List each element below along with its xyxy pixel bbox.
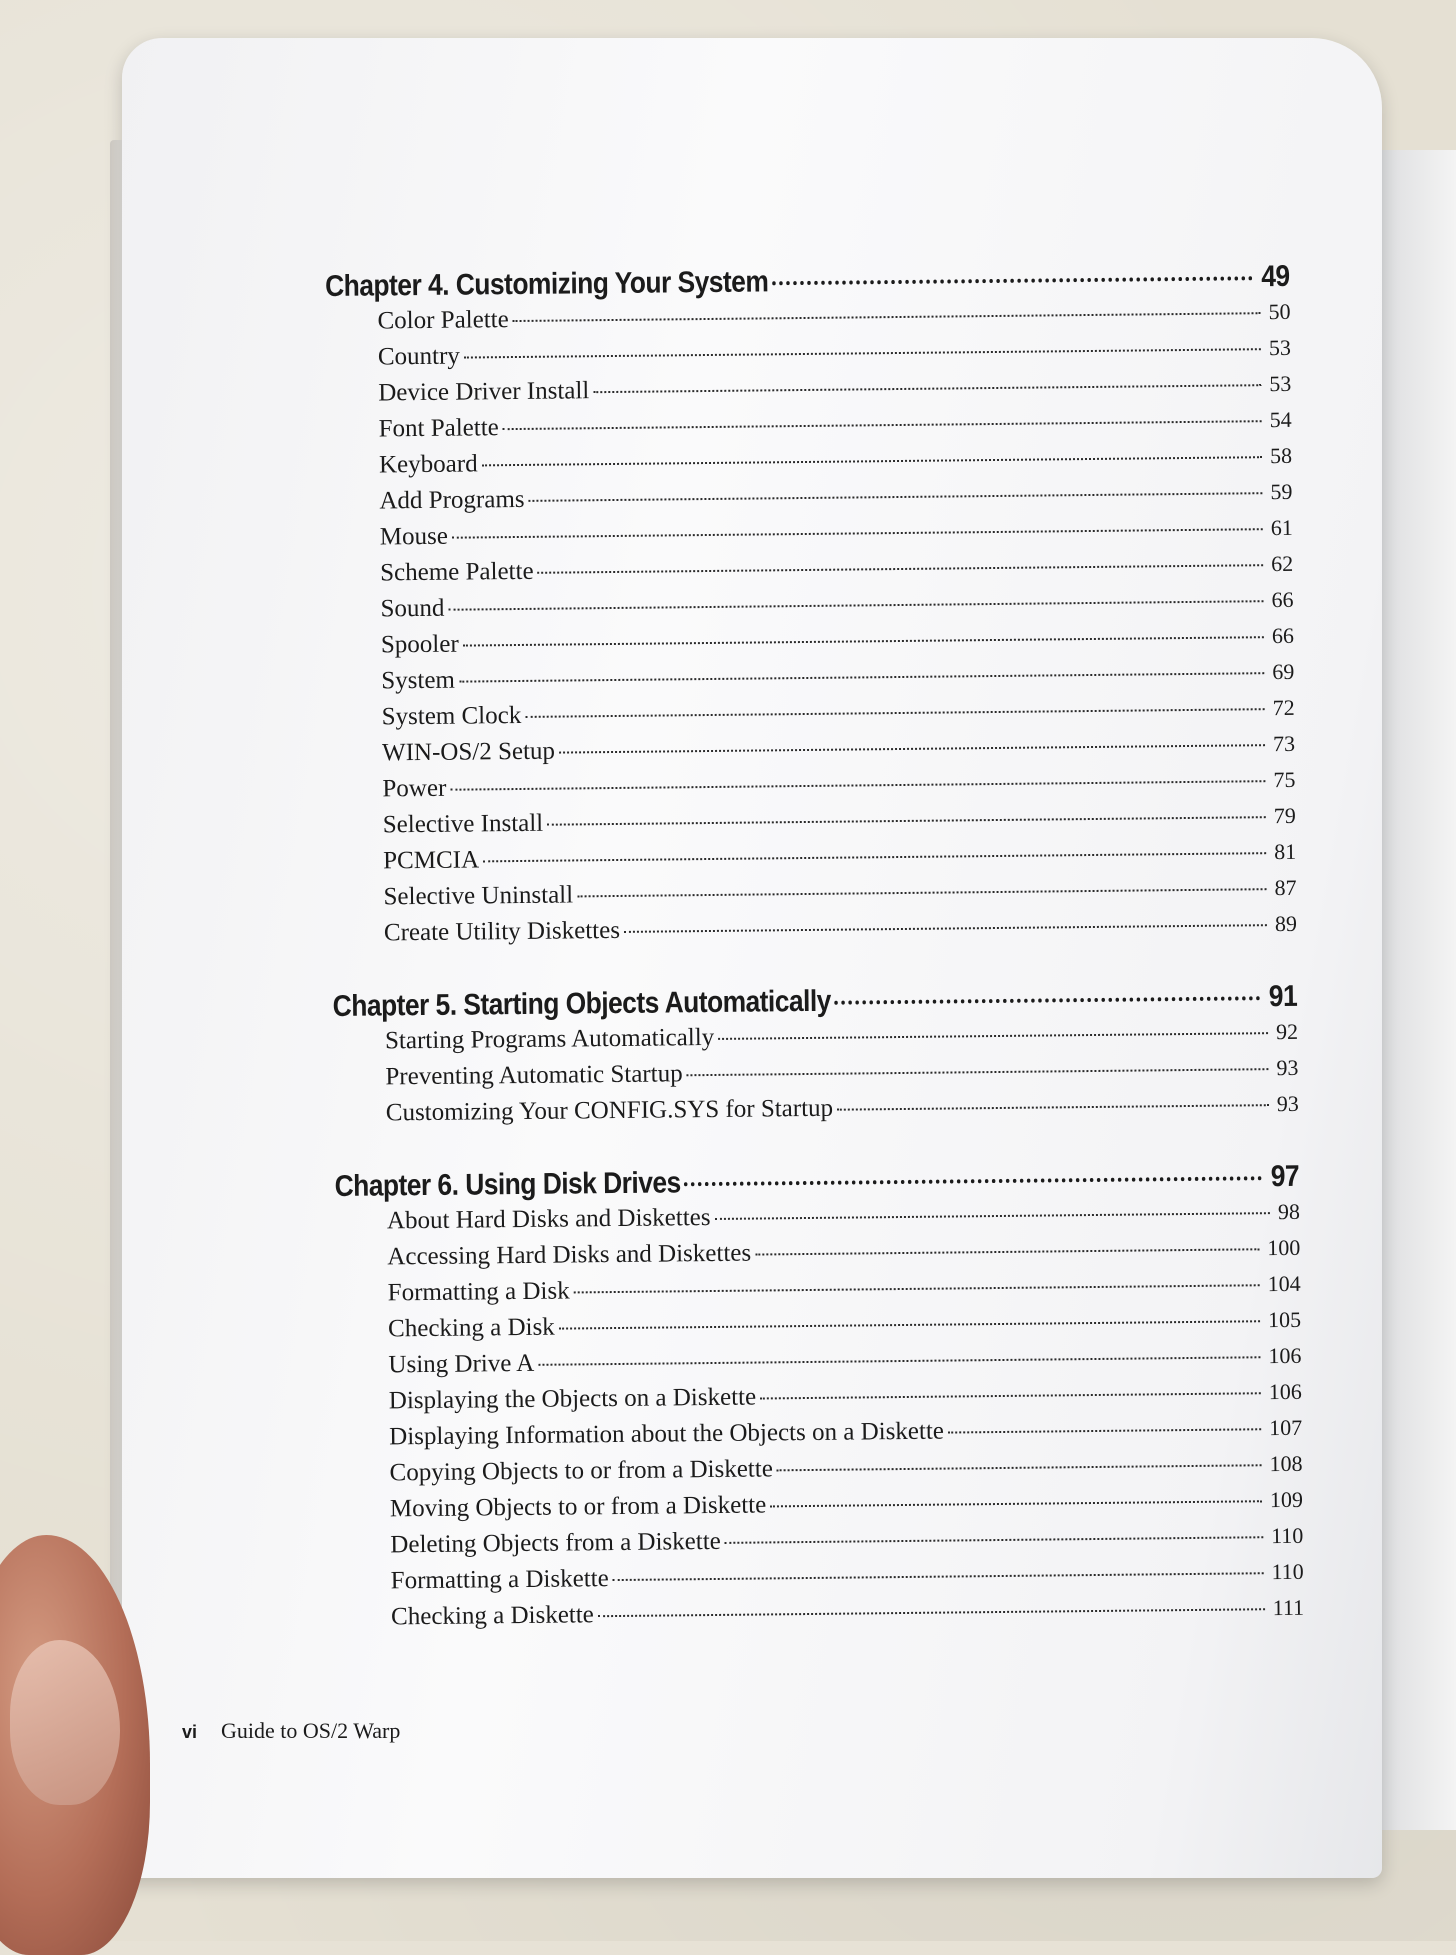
entry-title: Country bbox=[377, 342, 461, 371]
footer-page-number: vi bbox=[182, 1722, 198, 1742]
dot-leader bbox=[593, 384, 1261, 393]
dot-leader bbox=[483, 852, 1266, 862]
entry-page-number: 104 bbox=[1267, 1270, 1301, 1297]
dot-leader bbox=[837, 1104, 1269, 1111]
entry-page-number: 66 bbox=[1271, 622, 1295, 649]
dot-leader bbox=[598, 1608, 1265, 1617]
entry-title: System bbox=[381, 666, 456, 695]
chapter-page-number: 49 bbox=[1261, 259, 1290, 294]
entry-page-number: 93 bbox=[1276, 1054, 1299, 1081]
entry-title: Selective Uninstall bbox=[383, 881, 574, 911]
entry-page-number: 89 bbox=[1274, 910, 1298, 937]
dot-leader bbox=[559, 744, 1265, 753]
entry-page-number: 110 bbox=[1270, 1522, 1304, 1549]
chapter-6 bbox=[334, 1160, 1304, 1640]
dot-leader bbox=[574, 1284, 1260, 1293]
dot-leader bbox=[503, 420, 1262, 430]
chapter-title: Chapter 4. Customizing Your System bbox=[325, 265, 769, 303]
chapter-page-number: 91 bbox=[1268, 979, 1298, 1014]
entry-page-number: 106 bbox=[1268, 1378, 1302, 1405]
entry-title: Scheme Palette bbox=[380, 557, 534, 587]
entry-title: Spooler bbox=[380, 630, 459, 659]
table-of-contents bbox=[325, 260, 1305, 1674]
dot-leader bbox=[770, 1500, 1262, 1507]
entry-page-number: 87 bbox=[1274, 874, 1297, 901]
entry-page-number: 105 bbox=[1267, 1306, 1302, 1333]
entry-page-number: 66 bbox=[1271, 586, 1294, 613]
dot-leader bbox=[538, 564, 1264, 574]
entry-page-number: 79 bbox=[1273, 802, 1296, 829]
dot-leader bbox=[725, 1536, 1263, 1544]
chapter-title: Chapter 6. Using Disk Drives bbox=[334, 1166, 681, 1203]
entry-page-number: 73 bbox=[1272, 730, 1296, 757]
dot-leader bbox=[525, 708, 1264, 718]
chapter-5 bbox=[333, 980, 1299, 1136]
entry-title: Accessing Hard Disks and Diskettes bbox=[387, 1239, 752, 1271]
entry-title: Sound bbox=[380, 594, 445, 623]
entry-page-number: 69 bbox=[1272, 658, 1295, 685]
entry-title: System Clock bbox=[381, 701, 522, 731]
entry-title: Font Palette bbox=[378, 414, 499, 443]
dot-leader bbox=[529, 492, 1263, 502]
entry-page-number: 100 bbox=[1267, 1234, 1301, 1261]
entry-page-number: 109 bbox=[1269, 1486, 1304, 1513]
entry-title: Formatting a Disk bbox=[387, 1277, 570, 1307]
dot-leader bbox=[452, 528, 1263, 538]
dot-leader bbox=[450, 780, 1265, 791]
entry-title: Selective Install bbox=[382, 809, 544, 839]
entry-title: Copying Objects to or from a Diskette bbox=[389, 1455, 773, 1487]
entry-page-number: 106 bbox=[1268, 1342, 1302, 1369]
dot-leader bbox=[577, 888, 1266, 897]
entry-page-number: 59 bbox=[1270, 478, 1293, 505]
dot-leader bbox=[755, 1248, 1259, 1255]
entry-title: Formatting a Diskette bbox=[390, 1565, 609, 1595]
entry-page-number: 107 bbox=[1269, 1414, 1303, 1441]
entry-page-number: 110 bbox=[1271, 1558, 1304, 1585]
entry-title: PCMCIA bbox=[383, 846, 480, 875]
footer-book-title: Guide to OS/2 Warp bbox=[221, 1718, 401, 1743]
entry-page-number: 53 bbox=[1268, 334, 1291, 361]
dot-leader bbox=[772, 276, 1253, 285]
entry-title: Checking a Disk bbox=[387, 1313, 555, 1343]
entry-title: Deleting Objects from a Diskette bbox=[390, 1527, 721, 1559]
entry-page-number: 81 bbox=[1274, 838, 1297, 865]
entry-title: Displaying Information about the Objects on a Diskette bbox=[389, 1417, 945, 1451]
dot-leader bbox=[459, 672, 1264, 682]
entry-page-number: 92 bbox=[1275, 1018, 1299, 1045]
entry-title: Preventing Automatic Startup bbox=[385, 1060, 683, 1091]
entry-title: Starting Programs Automatically bbox=[384, 1023, 715, 1055]
dot-leader bbox=[547, 816, 1266, 826]
dot-leader bbox=[624, 924, 1267, 933]
entry-title: Device Driver Install bbox=[378, 377, 590, 407]
dot-leader bbox=[948, 1428, 1261, 1433]
entry-page-number: 58 bbox=[1269, 442, 1293, 469]
entry-page-number: 61 bbox=[1270, 514, 1293, 541]
entry-title: Color Palette bbox=[377, 306, 509, 335]
dot-leader bbox=[482, 456, 1262, 466]
entry-page-number: 108 bbox=[1269, 1450, 1303, 1477]
dot-leader bbox=[715, 1212, 1270, 1220]
dot-leader bbox=[513, 312, 1261, 322]
dot-leader bbox=[718, 1032, 1268, 1040]
entry-title: WIN-OS/2 Setup bbox=[381, 737, 556, 767]
entry-title: Mouse bbox=[379, 522, 448, 551]
dot-leader bbox=[684, 1176, 1262, 1186]
dot-leader bbox=[687, 1068, 1269, 1076]
dot-leader bbox=[834, 996, 1260, 1004]
entry-title: Checking a Diskette bbox=[390, 1601, 594, 1631]
entry-title: Power bbox=[382, 774, 447, 803]
dot-leader bbox=[448, 600, 1263, 611]
entry-page-number: 72 bbox=[1272, 694, 1295, 721]
dot-leader bbox=[613, 1572, 1264, 1581]
dot-leader bbox=[777, 1464, 1262, 1471]
dot-leader bbox=[463, 636, 1264, 646]
entry-title: Create Utility Diskettes bbox=[383, 916, 621, 947]
entry-title: Customizing Your CONFIG.SYS for Startup bbox=[385, 1094, 834, 1127]
chapter-4 bbox=[325, 260, 1297, 956]
entry-title: About Hard Disks and Diskettes bbox=[386, 1204, 711, 1235]
entry-title: Displaying the Objects on a Diskette bbox=[388, 1383, 757, 1415]
entry-title: Keyboard bbox=[378, 450, 478, 479]
entry-page-number: 53 bbox=[1269, 370, 1292, 397]
entry-page-number: 62 bbox=[1270, 550, 1294, 577]
dot-leader bbox=[760, 1392, 1261, 1399]
chapter-heading bbox=[333, 980, 1298, 1024]
entry-page-number: 75 bbox=[1273, 766, 1296, 793]
entry-page-number: 111 bbox=[1272, 1594, 1305, 1621]
dot-leader bbox=[559, 1320, 1260, 1329]
page-footer bbox=[182, 1718, 400, 1744]
dot-leader bbox=[464, 348, 1261, 358]
entry-title: Using Drive A bbox=[388, 1349, 535, 1379]
dot-leader bbox=[538, 1356, 1260, 1366]
entry-page-number: 54 bbox=[1269, 406, 1292, 433]
entry-page-number: 50 bbox=[1268, 298, 1291, 325]
entry-page-number: 98 bbox=[1277, 1198, 1301, 1225]
chapter-title: Chapter 5. Starting Objects Automatically bbox=[332, 984, 832, 1023]
chapter-page-number: 97 bbox=[1270, 1159, 1300, 1194]
entry-title: Moving Objects to or from a Diskette bbox=[389, 1491, 767, 1523]
entry-title: Add Programs bbox=[379, 485, 525, 515]
chapter-heading bbox=[334, 1160, 1299, 1204]
entry-page-number: 93 bbox=[1276, 1090, 1299, 1117]
